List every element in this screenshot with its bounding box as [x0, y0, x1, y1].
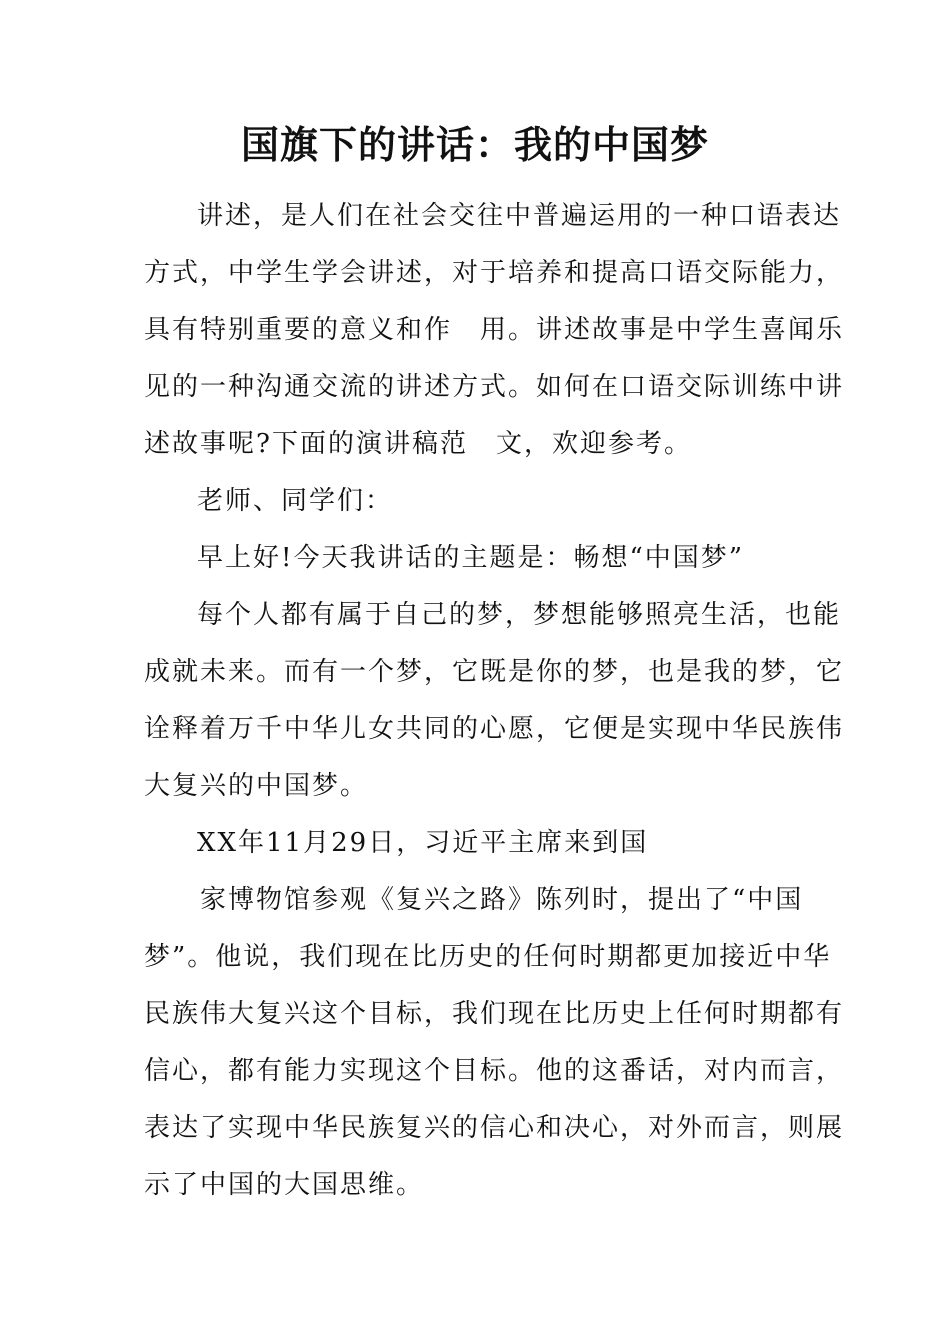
- document-title: 国旗下的讲话：我的中国梦: [240, 123, 709, 167]
- paragraph-line: 老师、同学们：: [197, 486, 394, 516]
- paragraph-line: 表达了实现中华民族复兴的信心和决心，对外而言，则展: [144, 1113, 845, 1143]
- paragraph-line: 成就未来。而有一个梦，它既是你的梦，也是我的梦，它: [144, 657, 845, 687]
- paragraph-line: 大复兴的中国梦。: [144, 771, 369, 801]
- paragraph-line: 述故事呢?下面的演讲稿范 文，欢迎参考。: [144, 429, 692, 459]
- paragraph-line: 民族伟大复兴这个目标，我们现在比历史上任何时期都有: [144, 999, 845, 1029]
- paragraph-line: XX年11月29日，习近平主席来到国: [197, 828, 649, 858]
- paragraph-line: 每个人都有属于自己的梦，梦想能够照亮生活，也能: [197, 600, 842, 630]
- paragraph-line: 信心，都有能力实现这个目标。他的这番话，对内而言，: [144, 1056, 845, 1086]
- paragraph-line: 诠释着万千中华儿女共同的心愿，它便是实现中华民族伟: [144, 714, 845, 744]
- paragraph-line: 家博物馆参观《复兴之路》陈列时，提出了“中国: [200, 885, 804, 915]
- paragraph-line: 见的一种沟通交流的讲述方式。如何在口语交际训练中讲: [144, 372, 845, 402]
- paragraph-line: 方式，中学生学会讲述，对于培养和提高口语交际能力，: [144, 258, 845, 288]
- paragraph-line: 讲述，是人们在社会交往中普遍运用的一种口语表达: [197, 201, 842, 231]
- paragraph-line: 具有特别重要的意义和作 用。讲述故事是中学生喜闻乐: [144, 315, 845, 345]
- paragraph-line: 梦”。他说，我们现在比历史的任何时期都更加接近中华: [144, 942, 832, 972]
- paragraph-line: 示了中国的大国思维。: [144, 1170, 425, 1200]
- paragraph-line: 早上好!今天我讲话的主题是：畅想“中国梦”: [197, 543, 745, 573]
